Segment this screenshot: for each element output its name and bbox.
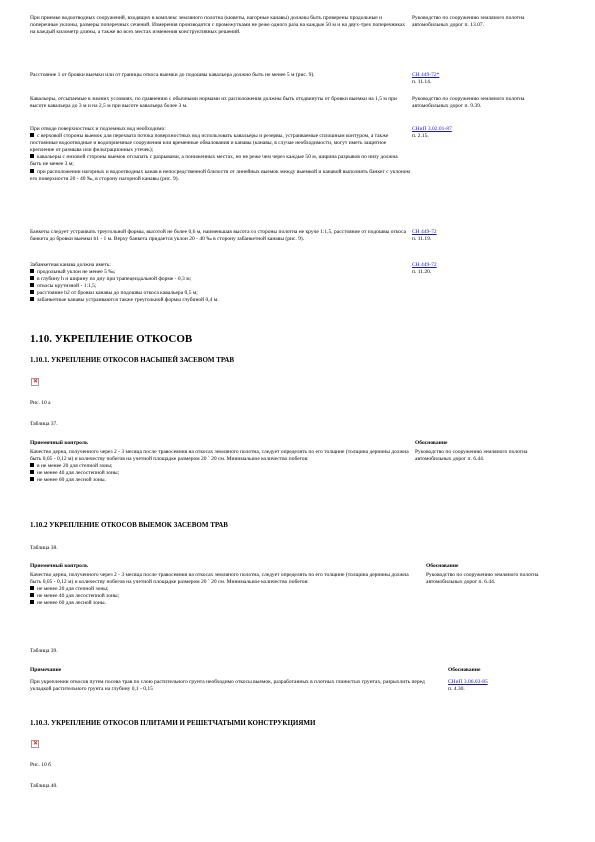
- table-header: Примечание: [30, 667, 62, 673]
- list-item: не менее 40 для лесостепной зоны;: [30, 470, 412, 477]
- norm-link[interactable]: СНиП 3.02.01-87: [412, 126, 452, 132]
- bullet-icon: [30, 133, 34, 137]
- table-label: Таблица 37.: [30, 421, 58, 427]
- table-cell: Руководство по сооружению земляного полотна автомобильных дорог п. 6.44.: [415, 449, 528, 463]
- list-item: с верховой стороны выемок для перехвата потока поверхностных вод использовать кавальеры и резервы, устраиваемые сплошным контуром, а также постоянные водоотводные и водоприемные сооружения или временные обвалования и канавы (канавы, в случае необходимости, могут иметь защитное крепление от размыва или фильтрационных утечек);: [30, 133, 389, 154]
- list-item: продольный уклон не менее 5 ‰;: [30, 269, 410, 276]
- norm-clause: п. 11.19.: [412, 236, 432, 243]
- norm-row-drainage: [30, 15, 575, 65]
- norm-text: При отводе поверхностных и подземных вод необходимо:: [30, 126, 166, 132]
- norm-text: Кавальеры, отсыпаемые в зимних условиях, по сравнению с обычными нормами их расположения должны быть отодвинуты от бровки выемки на 1,5 м при высоте кавальера до 3 м и на 2,5 м при высоте кавальера более 3 м.: [30, 96, 397, 110]
- list-item: не менее 20 для степной зоны;: [30, 586, 420, 593]
- norm-link[interactable]: СН 449-72: [412, 229, 437, 235]
- bullet-icon: [30, 154, 34, 158]
- table-label: Таблица 40.: [30, 783, 58, 789]
- bullet-icon: [30, 269, 34, 273]
- bullet-icon: [30, 297, 34, 301]
- list-item: откосы крутизной - 1:1,5;: [30, 283, 410, 290]
- list-item: забанкетные канавы устраиваются также треугольной формы глубиной 0,4 м.: [30, 297, 410, 304]
- bullet-icon: [30, 463, 34, 467]
- norm-row-zabanket: [30, 262, 575, 316]
- list-item: не менее 40 для лесостепной зоны;: [30, 593, 420, 600]
- norm-row-winter: [30, 96, 575, 120]
- norm-text: Забанкетная канава должна иметь:: [30, 262, 111, 268]
- section-title: 1.10. УКРЕПЛЕНИЕ ОТКОСОВ: [30, 333, 193, 345]
- norm-text: Расстояние 1 от бровки выемки или от границы откоса выемки до подошвы кавальера должно быть не менее 5 м (рис. 9).: [30, 72, 315, 78]
- table-label: Таблица 38.: [30, 545, 58, 551]
- table-39: [30, 667, 575, 707]
- norm-text: Банкеты следует устраивать треугольной формы, высотой не более 0,6 м, наименьшая высота со стороны полотна не круче 1:1,5, расстояние от подошвы откоса банкета до бровки выемки b1 - 1 м. Верху банкета придается уклон 20 - 40 ‰ в сторону забанкетной канавы (рис. 9).: [30, 229, 407, 243]
- list-item: расстояние b2 от бровки канавы до подошвы откоса кавальера 0,5 м;: [30, 290, 410, 297]
- bullet-icon: [30, 586, 34, 590]
- bullet-icon: [30, 593, 34, 597]
- list-item: в глубину h и ширину по дну при трапецеидальной форме - 0,3 м;: [30, 276, 410, 283]
- norm-clause: п. 2.15.: [412, 133, 429, 140]
- bullet-icon: [30, 477, 34, 481]
- norm-row-water: [30, 126, 575, 226]
- norm-link[interactable]: СН 449-72*: [412, 72, 440, 78]
- norm-reference: Руководство по сооружению земляного полотна автомобильных дорог п. 9.39.: [412, 96, 525, 110]
- table-header: Приемочный контроль: [30, 563, 88, 569]
- list-item: не менее 60 для лесной зоны.: [30, 600, 420, 607]
- table-37: [30, 440, 575, 515]
- figure-caption: Рис. 10 б: [30, 762, 51, 768]
- table-header: Обоснование: [415, 440, 448, 446]
- norm-clause: п. 11.20.: [412, 269, 432, 276]
- table-header: Обоснование: [448, 667, 481, 673]
- table-label: Таблица 39.: [30, 648, 58, 654]
- figure-caption: Рис. 10 а: [30, 400, 51, 406]
- broken-image-icon: ✕: [33, 741, 39, 747]
- bullet-icon: [30, 600, 34, 604]
- bullet-icon: [30, 283, 34, 287]
- subsection-title: 1.10.3. УКРЕПЛЕНИЕ ОТКОСОВ ПЛИТАМИ И РЕШЕТЧАТЫМИ КОНСТРУКЦИЯМИ: [30, 719, 316, 727]
- table-cell: Руководство по сооружению земляного полотна автомобильных дорог п. 6.44.: [426, 572, 539, 586]
- norm-clause: п. 11.14.: [412, 79, 432, 86]
- table-38: [30, 563, 575, 638]
- table-cell: Качество дерна, полученного через 2 - 3 месяца после травосеяния на откосах земляного полотна, следует определять по его толщине (толщина дернины должна быть 0,05 - 0,12 м) и количеству побегов на учетной площадке размером 20 ´ 20 см. Минимальное количество побегов:: [30, 572, 409, 586]
- list-item: в не менее 20 для степной зоны;: [30, 463, 412, 470]
- broken-image-icon: ✕: [33, 379, 39, 385]
- bullet-icon: [30, 169, 34, 173]
- norm-row-distance: [30, 72, 575, 90]
- subsection-title: 1.10.2 УКРЕПЛЕНИЕ ОТКОСОВ ВЫЕМОК ЗАСЕВОМ ТРАВ: [30, 521, 228, 529]
- norm-row-banket: [30, 229, 575, 257]
- bullet-icon: [30, 470, 34, 474]
- subsection-title: 1.10.1. УКРЕПЛЕНИЕ ОТКОСОВ НАСЫПЕЙ ЗАСЕВОМ ТРАВ: [30, 356, 235, 364]
- norm-link[interactable]: СНиП 3.06.03-85: [448, 679, 488, 685]
- table-header: Обоснование: [426, 563, 459, 569]
- list-item: кавальеры с низовой стороны выемок отсыпать с разрывами, а пониженных местах, но не реже чем через каждые 50 м, ширина разрывов по низу должна быть не менее 3 м;: [30, 154, 398, 168]
- table-header: Приемочный контроль: [30, 440, 88, 446]
- list-item: не менее 60 для лесной зоны.: [30, 477, 412, 484]
- norm-reference: Руководство по сооружению земляного полотна автомобильных дорог п. 13.07.: [412, 15, 525, 29]
- norm-clause: п. 4.30.: [448, 686, 465, 693]
- list-item: при расположении нагорных и водоотводных канав в непосредственной близости от линейных выемок между выемкой и канавой выполнять банкет с уклоном его поверхности 20 - 40 ‰, в сторону нагорной канавы (рис. 9).: [30, 168, 410, 182]
- norm-text: При приемке водоотводных сооружений, входящих в комплекс земляного полотна (кюветы, нагорные канавы) должны быть проверены продольные и поперечные уклоны, размеры поперечных сечений. Измерения производятся с промежутками не реже одного раза на каждые 50 м и на двух-трех поперечниках на каждый километр длины, а также во всех местах изменения конструктивных решений.: [30, 15, 406, 36]
- bullet-icon: [30, 276, 34, 280]
- table-cell: Качество дерна, полученного через 2 - 3 месяца после травосеяния на откосах земляного полотна, следует определять по его толщине (толщина дернины должна быть 0,05 - 0,12 м) и количеству побегов на учетной площадке размером 20 ´ 20 см. Минимальное количество побегов:: [30, 449, 409, 463]
- bullet-icon: [30, 290, 34, 294]
- norm-link[interactable]: СН 449-72: [412, 262, 437, 268]
- table-cell: При укреплении откосов путем посева трав по слою растительного грунта необходимо откосы выемок, разработанных в плотных глинистых грунтах, разрыхлить перед укладкой растительного грунта на глубину 0,1 - 0,15: [30, 679, 425, 693]
